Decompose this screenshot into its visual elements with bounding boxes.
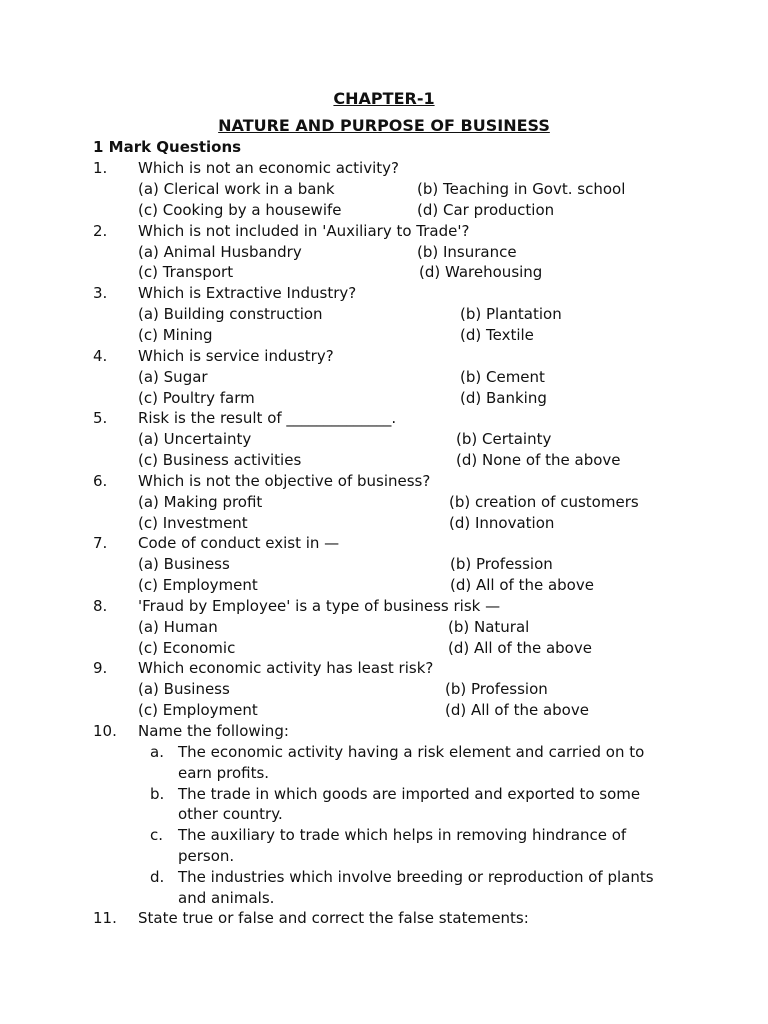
option-a: (a) Human: [138, 618, 218, 636]
option-b: (b) Plantation: [460, 305, 562, 323]
option-d: (d) None of the above: [456, 451, 621, 469]
option-b: (b) Profession: [445, 680, 548, 698]
sub-item-letter: c.: [150, 826, 164, 844]
option-b: (b) Profession: [450, 555, 553, 573]
question-text: Which is not the objective of business?: [138, 472, 431, 490]
sub-item-letter: b.: [150, 785, 165, 803]
question-number: 7.: [93, 534, 108, 552]
chapter-heading: CHAPTER-1: [333, 89, 435, 108]
option-d: (d) Textile: [460, 326, 534, 344]
sub-item-text-continued: person.: [178, 847, 235, 865]
option-c: (c) Employment: [138, 576, 258, 594]
option-b: (b) Certainty: [456, 430, 552, 448]
option-a: (a) Uncertainty: [138, 430, 252, 448]
question-text: Which is not an economic activity?: [138, 159, 399, 177]
option-b: (b) creation of customers: [449, 493, 639, 511]
option-c: (c) Investment: [138, 514, 248, 532]
option-c: (c) Economic: [138, 639, 236, 657]
option-b: (b) Teaching in Govt. school: [417, 180, 626, 198]
sub-item-text-continued: and animals.: [178, 889, 275, 907]
question-text: Risk is the result of ______________.: [138, 409, 397, 427]
option-d: (d) All of the above: [450, 576, 594, 594]
option-c: (c) Poultry farm: [138, 389, 255, 407]
question-text: Which is service industry?: [138, 347, 334, 365]
sub-item-text-continued: other country.: [178, 805, 283, 823]
sub-item-text: The auxiliary to trade which helps in removing hindrance of: [178, 826, 627, 844]
question-text: 'Fraud by Employee' is a type of business risk —: [138, 597, 501, 615]
sub-item-letter: a.: [150, 743, 164, 761]
question-number: 9.: [93, 659, 108, 677]
option-d: (d) Warehousing: [419, 263, 543, 281]
question-number: 4.: [93, 347, 108, 365]
question-number: 5.: [93, 409, 108, 427]
option-c: (c) Mining: [138, 326, 213, 344]
question-number: 3.: [93, 284, 108, 302]
sub-item-text: The trade in which goods are imported and exported to some: [178, 785, 641, 803]
option-a: (a) Business: [138, 680, 230, 698]
question-text: Which economic activity has least risk?: [138, 659, 434, 677]
sub-item-letter: d.: [150, 868, 165, 886]
option-d: (d) All of the above: [445, 701, 589, 719]
question-text: Which is Extractive Industry?: [138, 284, 357, 302]
option-b: (b) Cement: [460, 368, 545, 386]
sub-item-text-continued: earn profits.: [178, 764, 270, 782]
sub-item-text: The industries which involve breeding or reproduction of plants: [178, 868, 654, 886]
question-number: 10.: [93, 722, 117, 740]
question-number: 8.: [93, 597, 108, 615]
question-text: Code of conduct exist in —: [138, 534, 340, 552]
option-b: (b) Natural: [448, 618, 530, 636]
option-d: (d) All of the above: [448, 639, 592, 657]
option-c: (c) Employment: [138, 701, 258, 719]
option-a: (a) Business: [138, 555, 230, 573]
option-a: (a) Animal Husbandry: [138, 243, 302, 261]
option-c: (c) Cooking by a housewife: [138, 201, 342, 219]
question-number: 1.: [93, 159, 108, 177]
question-text: Which is not included in 'Auxiliary to Trade'?: [138, 222, 470, 240]
option-a: (a) Building construction: [138, 305, 323, 323]
question-text: Name the following:: [138, 722, 289, 740]
question-number: 11.: [93, 909, 117, 927]
option-a: (a) Sugar: [138, 368, 208, 386]
sub-item-text: The economic activity having a risk element and carried on to: [178, 743, 645, 761]
question-number: 6.: [93, 472, 108, 490]
option-d: (d) Car production: [417, 201, 555, 219]
option-a: (a) Making profit: [138, 493, 263, 511]
option-b: (b) Insurance: [417, 243, 517, 261]
question-text: State true or false and correct the false statements:: [138, 909, 529, 927]
option-d: (d) Banking: [460, 389, 547, 407]
page-title: NATURE AND PURPOSE OF BUSINESS: [218, 116, 550, 135]
option-c: (c) Business activities: [138, 451, 302, 469]
option-d: (d) Innovation: [449, 514, 555, 532]
question-number: 2.: [93, 222, 108, 240]
option-c: (c) Transport: [138, 263, 234, 281]
section-heading: 1 Mark Questions: [93, 138, 242, 156]
option-a: (a) Clerical work in a bank: [138, 180, 335, 198]
